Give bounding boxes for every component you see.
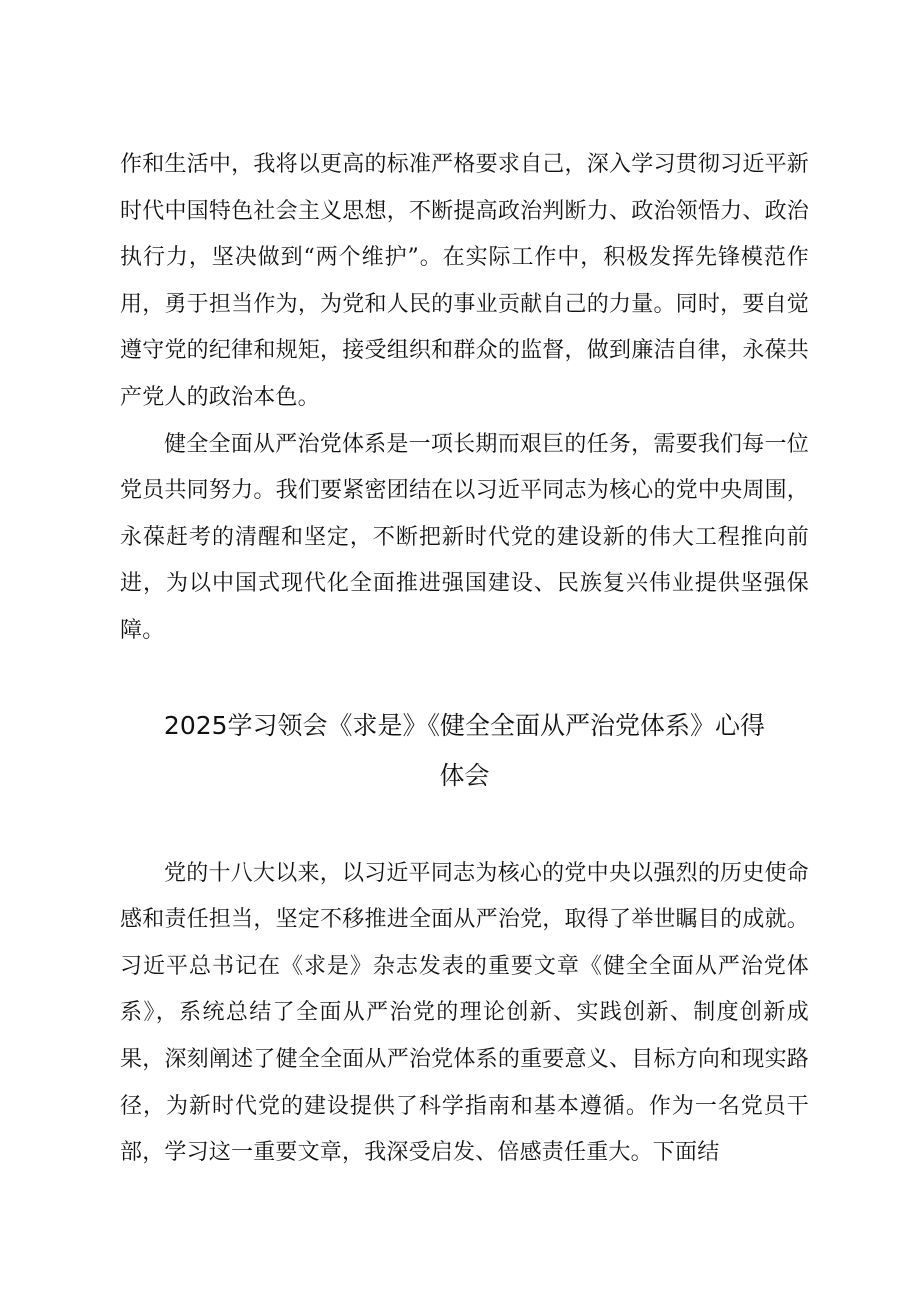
article-title-line-1: 2025学习领会《求是》《健全全面从严治党体系》心得 — [163, 710, 766, 740]
paragraph-conclusion: 健全全面从严治党体系是一项长期而艰巨的任务，需要我们每一位党员共同努力。我们要紧密团结在以习近平同志为核心的党中央周围，永葆赶考的清醒和坚定，不断把新时代党的建设新的伟大工程推向前进，为以中国式现代化全面推进强国建设、民族复兴伟业提供坚强保障。 — [120, 431, 809, 643]
document-page — [120, 142, 809, 1177]
paragraph-continuation: 作和生活中，我将以更高的标准严格要求自己，深入学习贯彻习近平新时代中国特色社会主义思想，不断提高政治判断力、政治领悟力、政治执行力，坚决做到“两个维护”。在实际工作中，积极发挥先锋模范作用，勇于担当作为，为党和人民的事业贡献自己的力量。同时，要自觉遵守党的纪律和规矩，接受组织和群众的监督，做到廉洁自律，永葆共产党人的政治本色。 — [120, 152, 809, 410]
paragraph-introduction: 党的十八大以来，以习近平同志为核心的党中央以强烈的历史使命感和责任担当，坚定不移推进全面从严治党，取得了举世瞩目的成就。习近平总书记在《求是》杂志发表的重要文章《健全全面从严治党体系》，系统总结了全面从严治党的理论创新、实践创新、制度创新成果，深刻阐述了健全全面从严治党体系的重要意义、目标方向和现实路径，为新时代党的建设提供了科学指南和基本遵循。作为一名党员干部，学习这一重要文章，我深受启发、倍感责任重大。下面结 — [120, 860, 809, 1166]
article-title-line-2: 体会 — [439, 760, 490, 790]
article-title — [120, 701, 809, 801]
